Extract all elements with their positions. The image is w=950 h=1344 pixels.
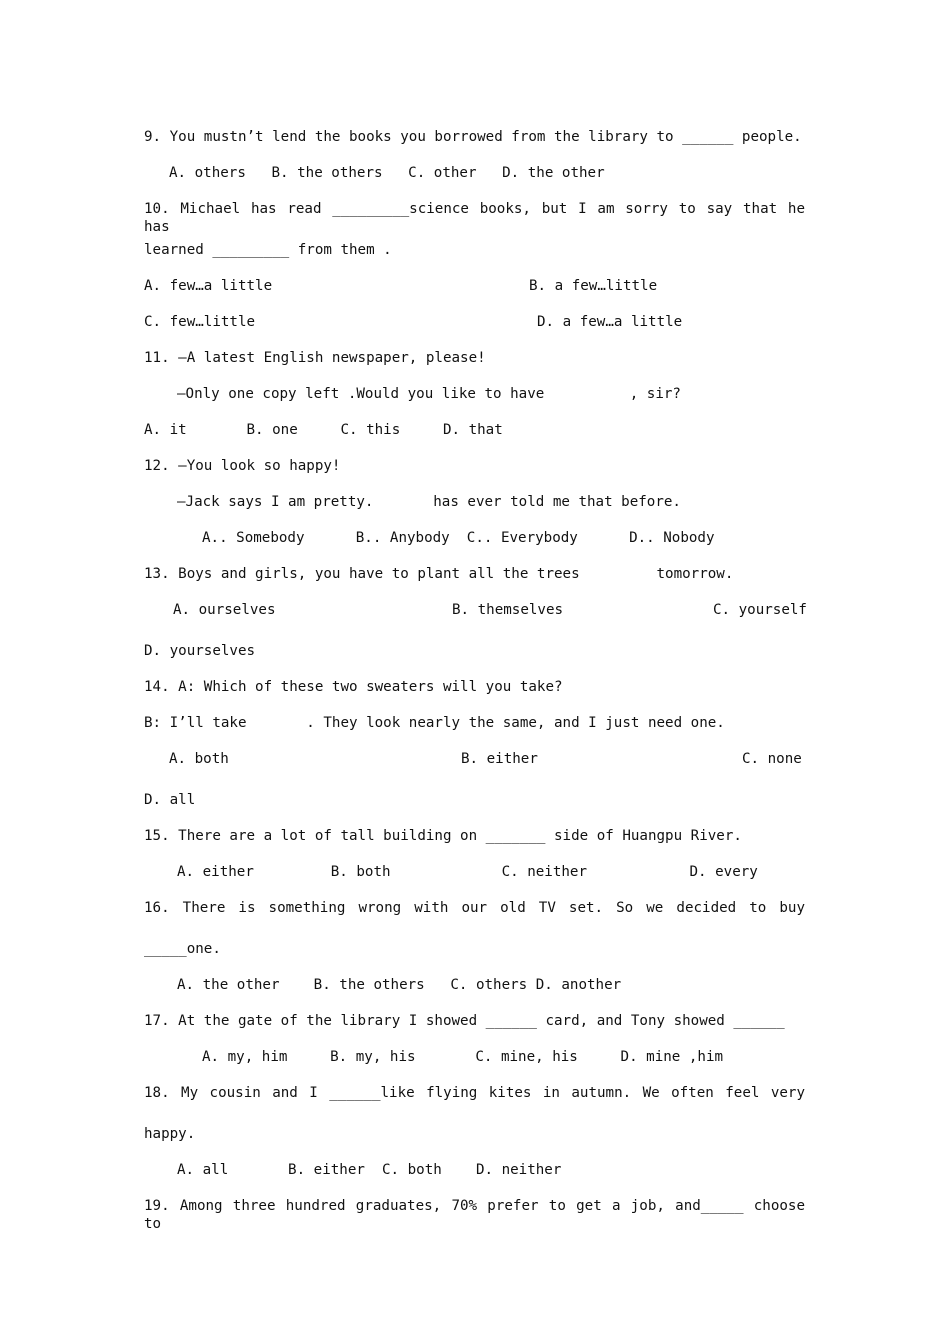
question-10-option-a: A. few…a little	[144, 278, 273, 294]
question-16-text: 16. There is something wrong with our old TV set. So we decided to buy	[144, 900, 805, 916]
question-14-text: 14. A: Which of these two sweaters will you take?	[144, 679, 563, 695]
question-15-text: 15. There are a lot of tall building on _______ side of Huangpu River.	[144, 828, 742, 844]
question-18-text-cont: happy.	[144, 1126, 196, 1142]
question-10-text-cont: learned _________ from them .	[144, 242, 392, 258]
question-18-text: 18. My cousin and I ______like flying kites in autumn. We often feel very	[144, 1085, 805, 1101]
question-9-options: A. others B. the others C. other D. the other	[169, 165, 605, 181]
question-11-text: 11. —A latest English newspaper, please!	[144, 350, 486, 366]
question-13-option-d: D. yourselves	[144, 643, 256, 659]
question-15-options: A. either B. both C. neither D. every	[177, 864, 758, 880]
question-13-option-b: B. themselves	[452, 602, 564, 618]
question-10-option-c: C. few…little	[144, 314, 256, 330]
question-14-option-b: B. either	[461, 751, 538, 767]
question-10-text: 10. Michael has read _________science books, but I am sorry to say that he has	[144, 201, 805, 235]
question-13-option-a: A. ourselves	[173, 602, 276, 618]
question-13-option-c: C. yourself	[713, 602, 807, 618]
question-13-text: 13. Boys and girls, you have to plant all the trees tomorrow.	[144, 566, 734, 582]
question-19-text: 19. Among three hundred graduates, 70% prefer to get a job, and_____ choose to	[144, 1198, 805, 1232]
question-10-option-d: D. a few…a little	[537, 314, 683, 330]
question-9-text: 9. You mustn’t lend the books you borrowed from the library to ______ people.	[144, 129, 802, 145]
question-10-option-b: B. a few…little	[529, 278, 658, 294]
question-17-text: 17. At the gate of the library I showed ______ card, and Tony showed ______	[144, 1013, 785, 1029]
question-14-option-a: A. both	[169, 751, 229, 767]
question-11-text-cont: —Only one copy left .Would you like to have , sir?	[177, 386, 681, 402]
question-18-options: A. all B. either C. both D. neither	[177, 1162, 562, 1178]
question-12-text-cont: —Jack says I am pretty. has ever told me that before.	[177, 494, 681, 510]
question-17-options: A. my, him B. my, his C. mine, his D. mine ,him	[202, 1049, 724, 1065]
question-12-options: A.. Somebody B.. Anybody C.. Everybody D.. Nobody	[202, 530, 715, 546]
question-14-option-d: D. all	[144, 792, 196, 808]
question-14-text-cont: B: I’ll take . They look nearly the same, and I just need one.	[144, 715, 725, 731]
question-12-text: 12. —You look so happy!	[144, 458, 341, 474]
question-16-options: A. the other B. the others C. others D. another	[177, 977, 622, 993]
question-16-text-cont: _____one.	[144, 941, 221, 957]
question-11-options: A. it B. one C. this D. that	[144, 422, 503, 438]
question-14-option-c: C. none	[742, 751, 802, 767]
